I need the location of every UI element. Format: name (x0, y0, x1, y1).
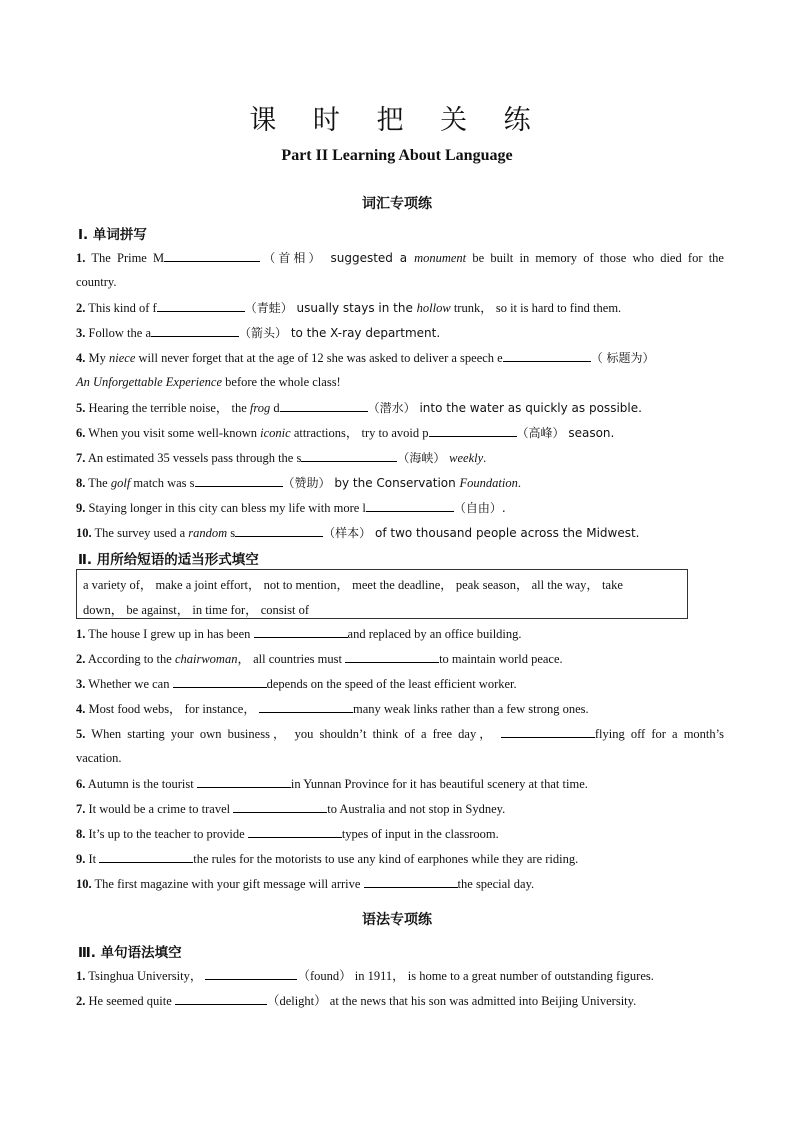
answer-blank[interactable] (164, 249, 260, 262)
answer-blank[interactable] (301, 449, 397, 462)
answer-blank[interactable] (429, 424, 517, 437)
answer-blank[interactable] (254, 625, 348, 638)
answer-blank[interactable] (157, 299, 245, 312)
part2-item-4: 4. Most food webs， for instance， many weak links rather than a few strong ones. (76, 702, 589, 716)
part2-item-1: 1. The house I grew up in has been and replaced by an office building. (76, 627, 522, 641)
answer-blank[interactable] (280, 399, 368, 412)
part1-item-7: 7. An estimated 35 vessels pass through the s （海峡） weekly. (76, 451, 487, 465)
part2-item-7: 7. It would be a crime to travel to Australia and not stop in Sydney. (76, 802, 506, 816)
part2-item-3: 3. Whether we can depends on the speed of the least efficient worker. (76, 677, 517, 691)
part2-item-10: 10. The first magazine with your gift message will arrive the special day. (76, 877, 535, 891)
part1-item-1: 1. The Prime M （首相） suggested a monument be built in memory of those who died for the (76, 251, 724, 265)
part2-heading: Ⅱ. 用所给短语的适当形式填空 (78, 552, 259, 568)
answer-blank[interactable] (99, 850, 193, 863)
answer-blank[interactable] (501, 725, 595, 738)
answer-blank[interactable] (205, 967, 297, 980)
phrase-box (76, 569, 688, 619)
answer-blank[interactable] (197, 775, 291, 788)
answer-blank[interactable] (173, 675, 267, 688)
answer-blank[interactable] (235, 524, 323, 537)
part2-item-2: 2. According to the chairwoman， all countries must to maintain world peace. (76, 652, 563, 666)
grammar-section-title: 语法专项练 (362, 912, 432, 928)
page-title: 课 时 把 关 练 (249, 105, 545, 136)
part1-item-10: 10. The survey used a random s （样本） of two thousand people across the Midwest. (76, 526, 640, 540)
part1-item-2: 2. This kind of f （青蛙） usually stays in the hollow trunk， so it is hard to find them. (76, 301, 622, 315)
part2-item-6: 6. Autumn is the tourist in Yunnan Province for it has beautiful scenery at that time. (76, 777, 588, 791)
part3-heading: Ⅲ. 单句语法填空 (78, 945, 182, 961)
part2-item-5-cont: vacation. (76, 751, 122, 765)
part1-item-6: 6. When you visit some well-known iconic attractions， try to avoid p （高峰） season. (76, 426, 615, 440)
part1-item-5: 5. Hearing the terrible noise， the frog d （潜水） into the water as quickly as possible. (76, 401, 642, 415)
answer-blank[interactable] (503, 349, 591, 362)
page-subtitle: Part II Learning About Language (281, 147, 513, 164)
answer-blank[interactable] (195, 474, 283, 487)
answer-blank[interactable] (366, 499, 454, 512)
answer-blank[interactable] (364, 875, 458, 888)
answer-blank[interactable] (248, 825, 342, 838)
part1-heading: Ⅰ. 单词拼写 (78, 227, 147, 243)
part1-item-1-cont: country. (76, 275, 117, 289)
part1-item-8: 8. The golf match was s （赞助） by the Conservation Foundation. (76, 476, 522, 490)
part1-item-4-cont: An Unforgettable Experience before the whole class! (76, 375, 341, 389)
part1-item-3: 3. Follow the a （箭头） to the X-ray department. (76, 326, 441, 340)
part1-item-4: 4. My niece will never forget that at the age of 12 she was asked to deliver a speech e （ 标题为） (76, 351, 655, 365)
part1-item-9: 9. Staying longer in this city can bless my life with more l （自由）. (76, 501, 506, 515)
answer-blank[interactable] (175, 992, 267, 1005)
part3-item-2: 2. He seemed quite （delight） at the news that his son was admitted into Beijing University. (76, 994, 637, 1008)
part3-item-1: 1. Tsinghua University， （found） in 1911， is home to a great number of outstanding figures. (76, 969, 654, 983)
part2-item-9: 9. It the rules for the motorists to use any kind of earphones while they are riding. (76, 852, 579, 866)
part2-item-8: 8. It’s up to the teacher to provide types of input in the classroom. (76, 827, 499, 841)
answer-blank[interactable] (259, 700, 353, 713)
answer-blank[interactable] (345, 650, 439, 663)
phrase-box-line-1: a variety of， make a joint effort， not to mention， meet the deadline， peak season， all the way， take (83, 578, 623, 592)
part2-item-5: 5. When starting your own business， you shouldn’t think of a free day， flying off for a month’s (76, 727, 724, 741)
answer-blank[interactable] (233, 800, 327, 813)
answer-blank[interactable] (151, 324, 239, 337)
vocab-section-title: 词汇专项练 (362, 196, 432, 212)
phrase-box-line-2: down， be against， in time for， consist of (83, 603, 310, 617)
